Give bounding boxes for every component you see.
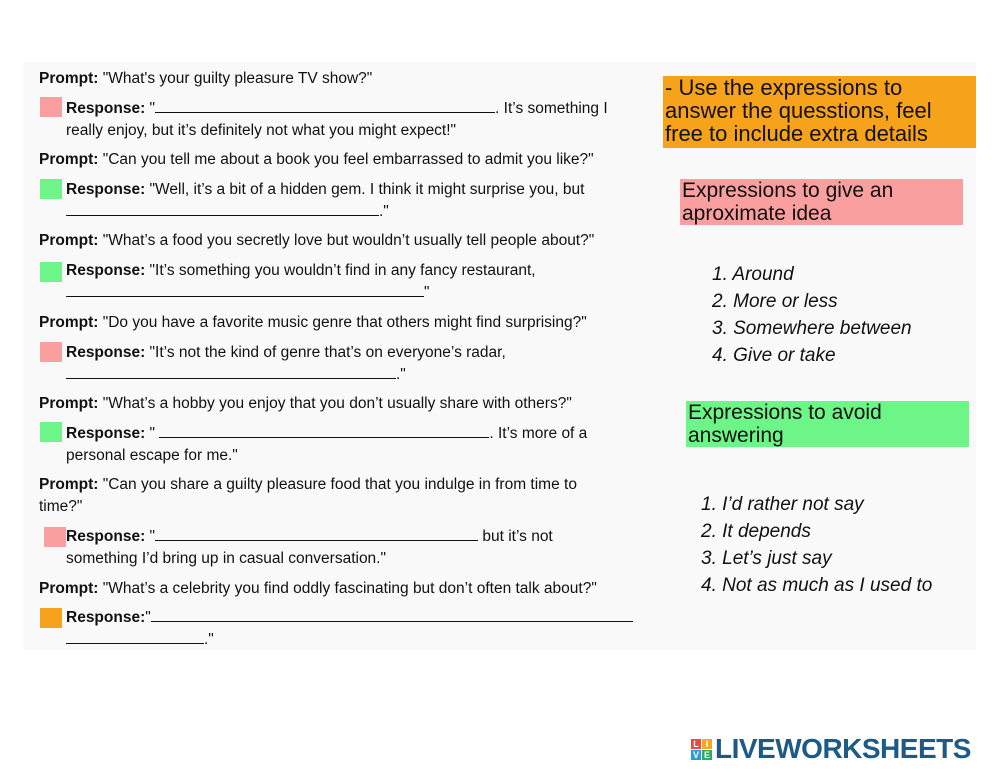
color-marker-pink	[40, 342, 62, 362]
list-item: 3. Let’s just say	[701, 548, 832, 569]
answer-blank[interactable]	[155, 98, 495, 113]
answer-blank[interactable]	[66, 201, 379, 216]
answer-blank[interactable]	[66, 364, 396, 379]
answer-blank[interactable]	[159, 423, 489, 438]
approx-heading: Expressions to give an aproximate idea	[680, 179, 963, 225]
color-marker-green	[40, 422, 62, 442]
approx-list	[712, 261, 912, 369]
prompt-4: Prompt: "Do you have a favorite music genre that others might find surprising?"	[39, 314, 587, 331]
color-marker-pink	[44, 527, 66, 547]
answer-blank[interactable]	[151, 607, 633, 622]
answer-blank[interactable]	[155, 526, 478, 541]
response-6: Response: " but it’s not something I’d bring up in casual conversation."	[66, 528, 553, 567]
response-3: Response: "It’s something you wouldn’t find in any fancy restaurant, "	[66, 262, 536, 301]
prompt-3: Prompt: "What’s a food you secretly love but wouldn’t usually tell people about?"	[39, 232, 595, 249]
prompt-7: Prompt: "What’s a celebrity you find oddly fascinating but don’t often talk about?"	[39, 580, 597, 597]
color-marker-green	[40, 179, 62, 199]
list-item: 1. I’d rather not say	[701, 494, 864, 515]
response-1: Response: " . It’s something I really enjoy, but it’s definitely not what you might expect!"	[66, 100, 608, 139]
response-4: Response: "It’s not the kind of genre that’s on everyone’s radar, ."	[66, 344, 506, 383]
color-marker-pink	[40, 97, 62, 117]
prompt-6: Prompt: "Can you share a guilty pleasure food that you indulge in from time to time?"	[39, 476, 577, 515]
avoid-list	[701, 491, 932, 599]
avoid-heading: Expressions to avoid answering	[686, 401, 969, 447]
liveworksheets-logo[interactable]	[691, 733, 971, 765]
color-marker-orange	[40, 608, 62, 628]
response-7: Response:" ."	[66, 607, 641, 651]
list-item: 4. Give or take	[712, 345, 836, 366]
list-item: 2. It depends	[701, 521, 811, 542]
answer-blank[interactable]	[66, 629, 204, 644]
list-item: 3. Somewhere between	[712, 318, 912, 339]
color-marker-green	[40, 262, 62, 282]
response-2: Response: "Well, it’s a bit of a hidden gem. I think it might surprise you, but ."	[66, 181, 585, 220]
prompt-5: Prompt: "What’s a hobby you enjoy that you don’t usually share with others?"	[39, 395, 572, 412]
logo-icon: L I V E	[692, 738, 710, 760]
list-item: 4. Not as much as I used to	[701, 575, 933, 596]
response-5: Response: " . It’s more of a personal escape for me."	[66, 425, 588, 464]
list-item: 1. Around	[712, 264, 794, 285]
instruction-box: - Use the expressions to answer the quesstions, feel free to include extra details	[663, 76, 976, 148]
answer-blank[interactable]	[66, 282, 424, 297]
prompt-2: Prompt: "Can you tell me about a book you feel embarrassed to admit you like?"	[39, 151, 594, 168]
list-item: 2. More or less	[712, 291, 838, 312]
prompt-1: Prompt: "What's your guilty pleasure TV show?"	[39, 70, 373, 87]
logo-text: LIVEWORKSHEETS	[715, 733, 971, 764]
